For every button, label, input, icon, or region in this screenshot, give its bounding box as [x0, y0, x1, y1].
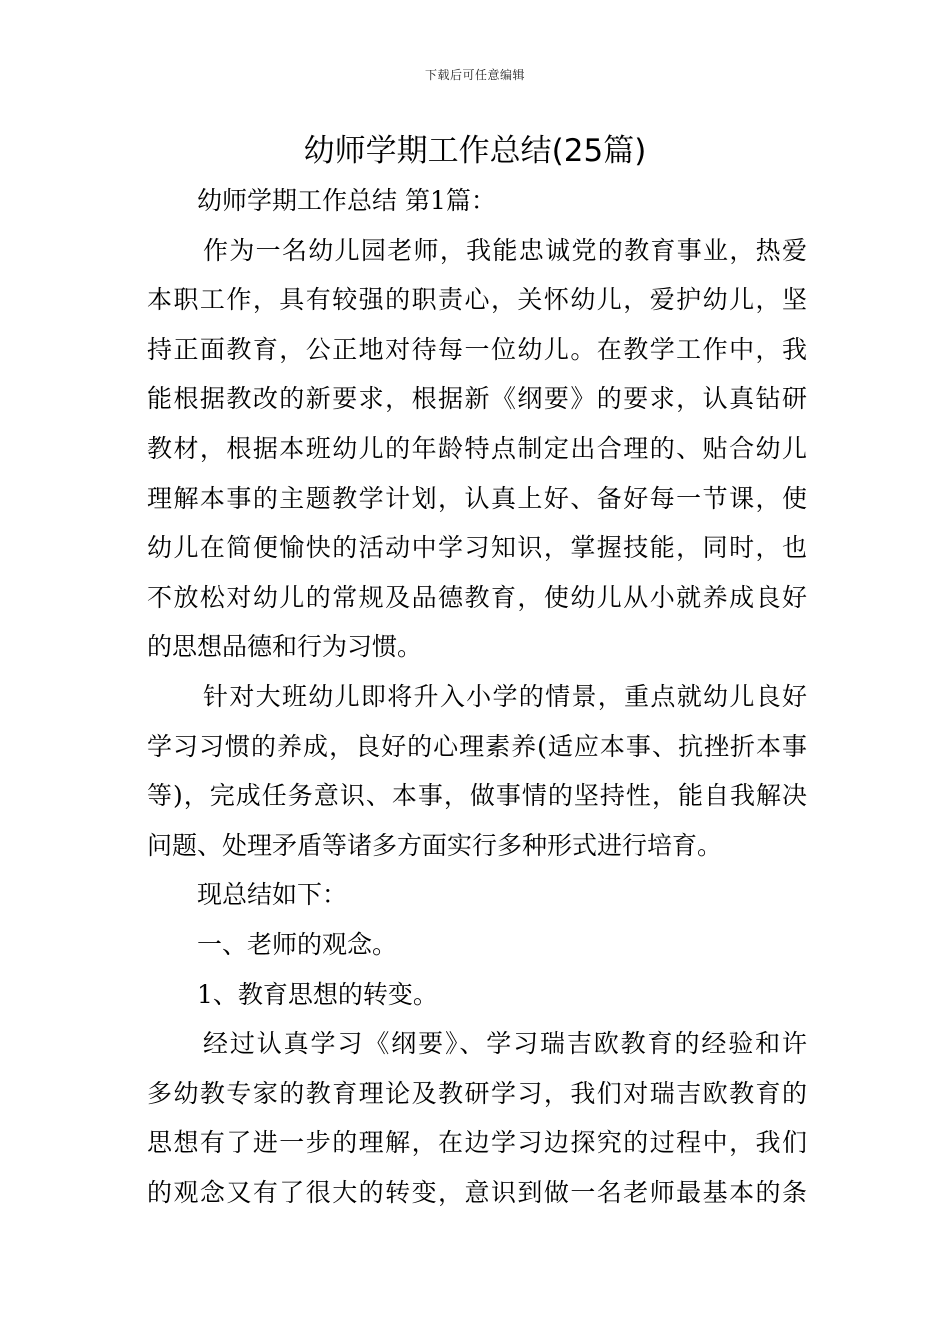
text-line: 的思想品德和行为习惯。 — [147, 632, 423, 662]
text-line: 理解本事的主题教学计划，认真上好、备好每一节课，使 — [147, 483, 807, 513]
text-line: 学习习惯的养成，良好的心理素养(适应本事、抗挫折本事 — [147, 731, 807, 761]
document-body — [147, 176, 807, 1217]
text-line: 幼儿在简便愉快的活动中学习知识，掌握技能，同时，也 — [147, 533, 807, 563]
text-line: 教材，根据本班幼儿的年龄特点制定出合理的、贴合幼儿 — [147, 433, 807, 463]
text-line: 作为一名幼儿园老师，我能忠诚党的教育事业，热爱 — [203, 235, 807, 265]
text-line: 等)，完成任务意识、本事，做事情的坚持性，能自我解决 — [147, 781, 807, 811]
text-line: 针对大班幼儿即将升入小学的情景，重点就幼儿良好 — [203, 681, 807, 711]
text-line: 现总结如下： — [197, 880, 348, 910]
text-line: 多幼教专家的教育理论及教研学习，我们对瑞吉欧教育的 — [147, 1078, 807, 1108]
text-line: 本职工作，具有较强的职责心，关怀幼儿，爱护幼儿，坚 — [147, 285, 807, 315]
text-line: 持正面教育，公正地对待每一位幼儿。在教学工作中，我 — [147, 334, 807, 364]
text-line: 1、教育思想的转变。 — [197, 979, 438, 1009]
text-line: 不放松对幼儿的常规及品德教育，使幼儿从小就养成良好 — [147, 582, 807, 612]
text-line: 能根据教改的新要求，根据新《纲要》的要求，认真钻研 — [147, 384, 807, 414]
text-line: 幼师学期工作总结 第1篇： — [197, 186, 496, 215]
text-line: 的观念又有了很大的转变，意识到做一名老师最基本的条 — [147, 1177, 807, 1207]
text-line: 经过认真学习《纲要》、学习瑞吉欧教育的经验和许 — [203, 1029, 807, 1059]
document-title: 幼师学期工作总结(25篇) — [303, 133, 647, 169]
text-line: 思想有了进一步的理解，在边学习边探究的过程中，我们 — [147, 1128, 807, 1158]
text-line: 一、老师的观念。 — [197, 929, 398, 959]
text-line: 问题、处理矛盾等诸多方面实行多种形式进行培育。 — [147, 830, 723, 860]
header-note: 下载后可任意编辑 — [424, 68, 525, 82]
